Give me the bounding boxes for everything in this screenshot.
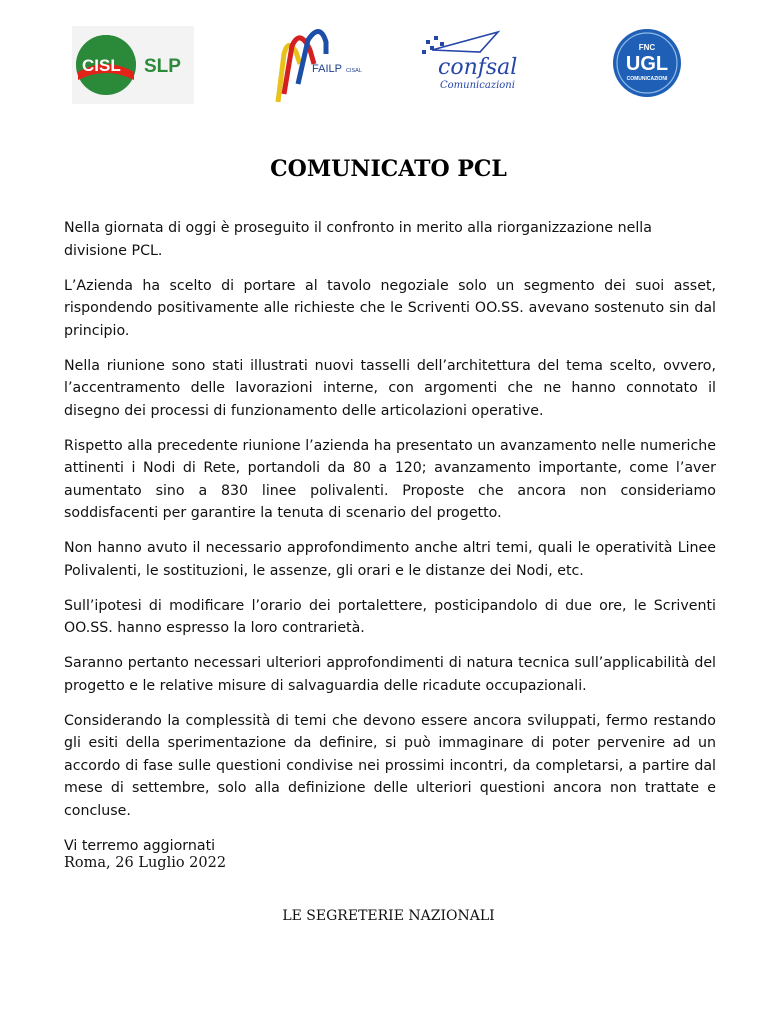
confsal-sub-text: Comunicazioni bbox=[440, 80, 515, 91]
paragraph: Considerando la complessità di temi che devono essere ancora sviluppati, fermo restando gli esiti della sperimentazione da definire, si può immaginare di poter pervenire ad un accordo di fase sulle questioni condivise nei prossimi incontri, da completarsi, a partire dal mese di settembre, solo alla definizione delle ulteriori questioni ancora non trattate e concluse. bbox=[64, 712, 716, 819]
document-title: COMUNICATO PCL bbox=[270, 156, 507, 182]
paragraph: Nella riunione sono stati illustrati nuovi tasselli dell’architettura del tema scelto, ovvero, l’accentramento delle lavorazioni interne, con argomenti che ne hanno connotato il disegno dei processi di funzionamento delle articolazioni operative. bbox=[64, 357, 716, 419]
paragraph: Rispetto alla precedente riunione l’azienda ha presentato un avanzamento nelle numeriche attinenti i Nodi di Rete, portandoli da 80 a 120; avanzamento importante, come l’aver aumentato sino a 830 linee polivalenti. Proposte che ancora non consideriamo soddisfacenti per garantire la tenuta di scenario del progetto. bbox=[64, 437, 716, 521]
paragraph: Nella giornata di oggi è proseguito il confronto in merito alla riorganizzazione nella divisione PCL. bbox=[64, 220, 652, 259]
failp-sub-text: CISAL bbox=[346, 68, 362, 74]
cisl-slp-logo bbox=[72, 26, 194, 104]
logo-header bbox=[0, 20, 777, 110]
ugl-logo bbox=[612, 28, 682, 98]
paragraph: Saranno pertanto necessari ulteriori approfondimenti di natura tecnica sull’applicabilità del progetto e le relative misure di salvaguardia delle ricadute occupazionali. bbox=[64, 655, 716, 694]
ugl-top-text: FNC bbox=[638, 43, 656, 52]
paragraph: Non hanno avuto il necessario approfondimento anche altri temi, quali le operatività Linee Polivalenti, le sostituzioni, le assenze, gli orari e le distanze dei Nodi, etc. bbox=[64, 540, 716, 579]
paragraph: Sull’ipotesi di modificare l’orario dei portalettere, posticipandolo di due ore, le Scriventi OO.SS. hanno espresso la loro contrarietà. bbox=[64, 597, 716, 636]
closing-line: Vi terremo aggiornati bbox=[64, 837, 216, 854]
failp-cisal-logo bbox=[270, 24, 365, 106]
paragraph: L’Azienda ha scelto di portare al tavolo negoziale solo un segmento dei suoi asset, rispondendo positivamente alle richieste che le Scriventi OO.SS. avevano sostenuto sin dal principio. bbox=[64, 277, 716, 339]
failp-text: FAILP bbox=[312, 63, 342, 75]
slp-text: SLP bbox=[144, 56, 181, 77]
cisl-text: CISL bbox=[82, 56, 121, 75]
document-body bbox=[64, 217, 716, 870]
signature: LE SEGRETERIE NAZIONALI bbox=[282, 908, 495, 924]
confsal-text: confsal bbox=[438, 55, 518, 80]
place-date: Roma, 26 Luglio 2022 bbox=[64, 855, 227, 871]
confsal-logo bbox=[418, 26, 522, 100]
ugl-main-text: UGL bbox=[625, 53, 669, 75]
ugl-sub-text: COMUNICAZIONI bbox=[626, 76, 668, 82]
